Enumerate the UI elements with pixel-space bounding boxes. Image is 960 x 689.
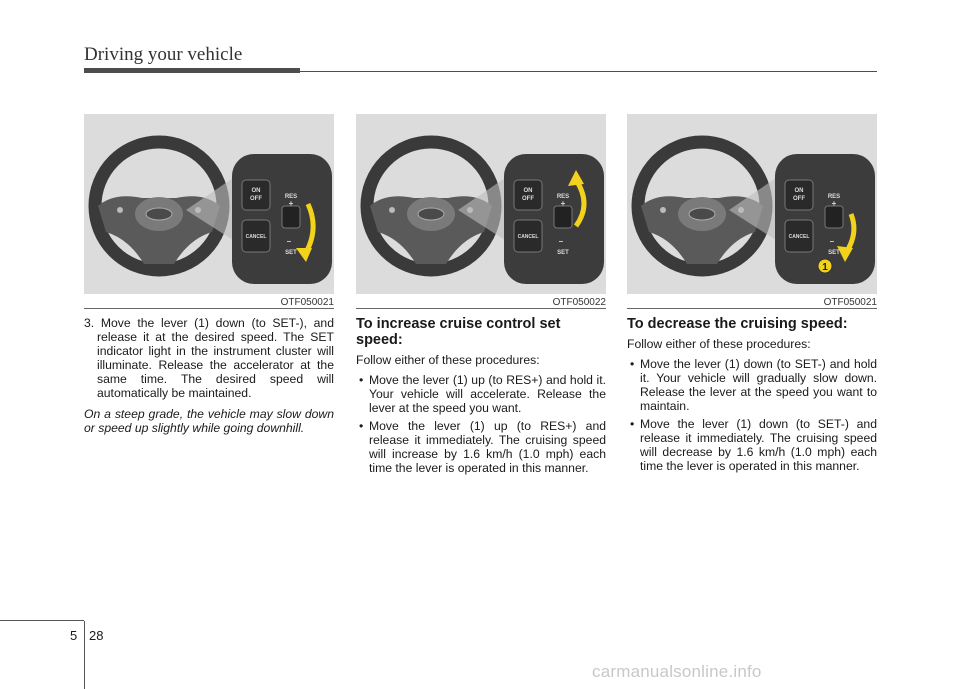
- set-label: SET: [828, 250, 840, 256]
- callout-number: 1: [822, 262, 828, 273]
- steering-wheel-figure-2: [356, 114, 606, 294]
- minus-label: –: [286, 237, 292, 246]
- list-item: • Move the lever (1) down (to SET-) and hold it. Your vehicle will gradually slow down. Release the lever at the speed you want to maintain.: [627, 357, 877, 413]
- decrease-speed-heading: To decrease the cruising speed:: [627, 316, 848, 332]
- set-label: SET: [557, 250, 569, 256]
- increase-speed-list: [356, 373, 606, 475]
- on-label: ON: [794, 188, 804, 194]
- set-label: SET: [285, 250, 297, 256]
- minus-label: –: [558, 237, 564, 246]
- off-label: OFF: [793, 196, 805, 202]
- plus-label: +: [831, 199, 837, 208]
- header-rule-thin: [300, 71, 877, 72]
- steep-grade-note: On a steep grade, the vehicle may slow down or speed up slightly while going downhill.: [84, 407, 334, 435]
- minus-label: –: [829, 237, 835, 246]
- decrease-speed-intro: Follow either of these procedures:: [627, 337, 811, 351]
- on-label: ON: [251, 188, 261, 194]
- figure-code-1: OTF050021: [280, 297, 334, 308]
- footer-rule: [0, 620, 84, 621]
- header-rule-thick: [84, 68, 300, 73]
- increase-speed-heading: To increase cruise control set speed:: [356, 316, 561, 348]
- steering-wheel-figure-3: [627, 114, 877, 294]
- cruise-control-panel: [232, 154, 332, 284]
- steering-wheel-figure-1: [84, 114, 334, 294]
- off-label: OFF: [250, 196, 262, 202]
- footer-divider: [84, 621, 85, 689]
- figure-code-2: OTF050022: [552, 297, 606, 308]
- list-item: • Move the lever (1) up (to RES+) and hold it. Your vehicle will accelerate. Release the lever at the speed you want.: [356, 373, 606, 415]
- decrease-speed-list: [627, 357, 877, 473]
- figure-rule-2: [356, 308, 606, 309]
- header-title: Driving your vehicle: [84, 44, 243, 65]
- res-label: RES: [827, 194, 841, 200]
- watermark-text: carmanualsonline.info: [592, 662, 762, 681]
- cruise-control-panel: [504, 154, 604, 284]
- step-3-text: 3. Move the lever (1) down (to SET-), and release it at the desired speed. The SET indicator light in the instrument cluster will illuminate. Release the accelerator at the same time. The desired speed will automatically be maintained.: [84, 316, 334, 400]
- cruise-control-panel: [775, 154, 875, 284]
- plus-label: +: [560, 199, 566, 208]
- figure-code-3: OTF050021: [823, 297, 877, 308]
- figure-rule-1: [84, 308, 334, 309]
- chapter-number: 5: [70, 628, 78, 643]
- res-label: RES: [556, 194, 570, 200]
- plus-label: +: [288, 199, 294, 208]
- on-label: ON: [523, 188, 533, 194]
- column-3: [627, 316, 877, 477]
- list-item: • Move the lever (1) up (to RES+) and release it immediately. The cruising speed will increase by 1.6 km/h (1.0 mph) each time the lever is operated in this manner.: [356, 419, 606, 475]
- figure-rule-3: [627, 308, 877, 309]
- cancel-label: CANCEL: [788, 234, 810, 240]
- off-label: OFF: [522, 196, 534, 202]
- cancel-label: CANCEL: [517, 234, 539, 240]
- page-number: 28: [89, 628, 104, 643]
- cancel-label: CANCEL: [245, 234, 267, 240]
- list-item: • Move the lever (1) down (to SET-) and release it immediately. The cruising speed will decrease by 1.6 km/h (1.0 mph) each time the lever is operated in this manner.: [627, 417, 877, 473]
- increase-speed-intro: Follow either of these procedures:: [356, 353, 540, 367]
- column-2: [356, 316, 606, 479]
- column-1: [84, 316, 334, 441]
- res-label: RES: [284, 194, 298, 200]
